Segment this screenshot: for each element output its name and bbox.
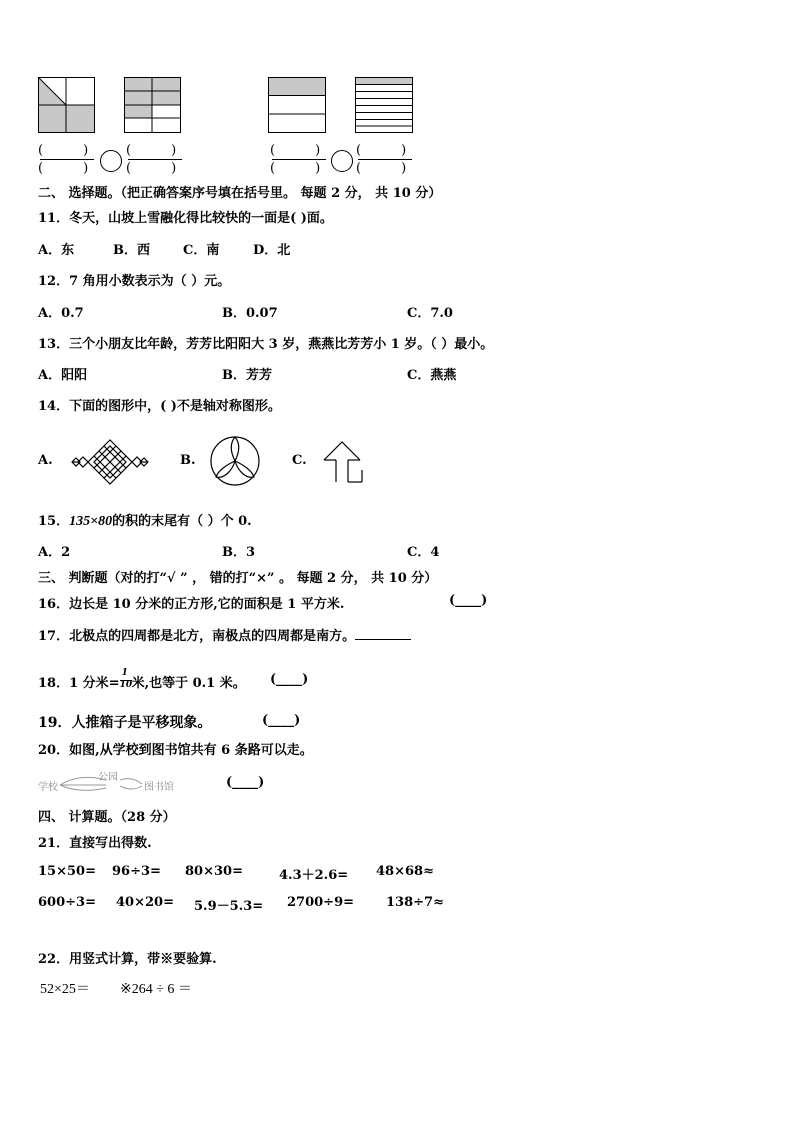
q11-option-c[interactable]: C．南 [183, 243, 220, 258]
q18-fraction: $\frac{1}{10}$ [119, 667, 133, 690]
q12-option-b[interactable]: B．0.07 [222, 306, 278, 321]
q21-item-5: 48×68≈ [376, 864, 434, 879]
q15-option-c[interactable]: C．4 [407, 545, 440, 560]
q12-option-a[interactable]: A．0.7 [38, 306, 84, 321]
q14-figure-a-knot [70, 437, 150, 487]
q21-item-1: 15×50= [38, 864, 96, 879]
q19-stem: 19．人推箱子是平移现象。 [38, 715, 212, 731]
q21-item-2: 96÷3= [112, 864, 161, 879]
q21-item-10: 138÷7≈ [386, 895, 444, 910]
q14-option-c[interactable]: C. [292, 453, 307, 468]
q21-item-8: 5.9－5.3= [194, 899, 264, 914]
q13-option-a[interactable]: A．阳阳 [38, 368, 88, 383]
figure-square-diagonal [38, 77, 96, 133]
q20-label-school: 学校 [38, 782, 58, 793]
fraction-blank-3[interactable]: ( ) ( ) [270, 143, 328, 177]
q17-stem: 17．北极点的四周都是北方，南极点的四周都是南方。 [38, 625, 411, 644]
q17-answer-line[interactable] [355, 639, 411, 640]
q22-stem: 22．用竖式计算，带※要验算. [38, 952, 217, 967]
q21-item-6: 600÷3= [38, 895, 96, 910]
q21-item-9: 2700÷9= [287, 895, 355, 910]
q20-label-park: 公园 [98, 772, 118, 783]
q21-item-7: 40×20= [116, 895, 174, 910]
q15-expression: 135×80 [69, 514, 113, 529]
q14-figure-c-arrow [322, 440, 366, 484]
q15-stem: 15．135×80的积的末尾有（ ）个 0. [38, 514, 252, 529]
fraction-blank-2[interactable]: ( ) ( ) [126, 143, 184, 177]
fraction-blank-4[interactable]: ( ) ( ) [356, 143, 414, 177]
q21-stem: 21．直接写出得数. [38, 836, 152, 851]
q14-stem: 14．下面的图形中，( )不是轴对称图形。 [38, 399, 281, 414]
compare-circle-2[interactable] [331, 150, 353, 172]
q11-option-b[interactable]: B．西 [113, 243, 150, 258]
q15-option-a[interactable]: A．2 [38, 545, 71, 560]
q14-option-b[interactable]: B. [180, 453, 196, 468]
q14-figure-b-circle [208, 435, 262, 487]
section4-heading: 四、 计算题。（28 分） [38, 810, 176, 825]
q20-answer-blank[interactable]: (____) [226, 775, 265, 790]
fraction-blank-1[interactable]: ( ) ( ) [38, 143, 96, 177]
q22-item-2: ※264 ÷ 6 ＝ [120, 982, 192, 997]
q11-stem: 11．冬天，山坡上雪融化得比较快的一面是( )面。 [38, 211, 333, 226]
q16-stem: 16．边长是 10 分米的正方形,它的面积是 1 平方米. [38, 597, 345, 612]
q16-answer-blank[interactable]: (____) [449, 593, 488, 608]
q14-option-a[interactable]: A. [38, 453, 53, 468]
compare-circle-1[interactable] [100, 150, 122, 172]
q12-stem: 12．7 角用小数表示为（ ）元。 [38, 274, 231, 289]
q11-option-a[interactable]: A．东 [38, 243, 75, 258]
q20-stem: 20．如图,从学校到图书馆共有 6 条路可以走。 [38, 743, 313, 758]
figure-grid-shaded [124, 77, 182, 133]
q19-answer-blank[interactable]: (____) [262, 713, 301, 728]
section3-heading: 三、 判断题（对的打“√ ” ， 错的打“×” 。 每题 2 分， 共 10 分） [38, 571, 438, 586]
q18-answer-blank[interactable]: (____) [270, 672, 309, 687]
q13-option-c[interactable]: C．燕燕 [407, 368, 457, 383]
q12-option-c[interactable]: C．7.0 [407, 306, 453, 321]
section2-heading: 二、 选择题。（把正确答案序号填在括号里。 每题 2 分， 共 10 分） [38, 186, 442, 201]
q11-option-d[interactable]: D．北 [253, 243, 291, 258]
q13-option-b[interactable]: B．芳芳 [222, 368, 272, 383]
figure-rect-stripes [355, 77, 414, 133]
q18-stem: 18．1 分米= $\frac{1}{10}$ 米,也等于 0.1 米。 [38, 672, 246, 694]
q21-item-3: 80×30= [185, 864, 243, 879]
q22-item-1: 52×25＝ [40, 982, 90, 997]
q20-label-library: 图书馆 [144, 782, 174, 793]
q21-item-4: 4.3＋2.6= [279, 868, 349, 883]
figure-rect-thirds [268, 77, 327, 133]
q13-stem: 13．三个小朋友比年龄，芳芳比阳阳大 3 岁，燕燕比芳芳小 1 岁。（ ）最小。 [38, 337, 494, 352]
q20-route-diagram [38, 768, 188, 794]
q15-option-b[interactable]: B．3 [222, 545, 256, 560]
